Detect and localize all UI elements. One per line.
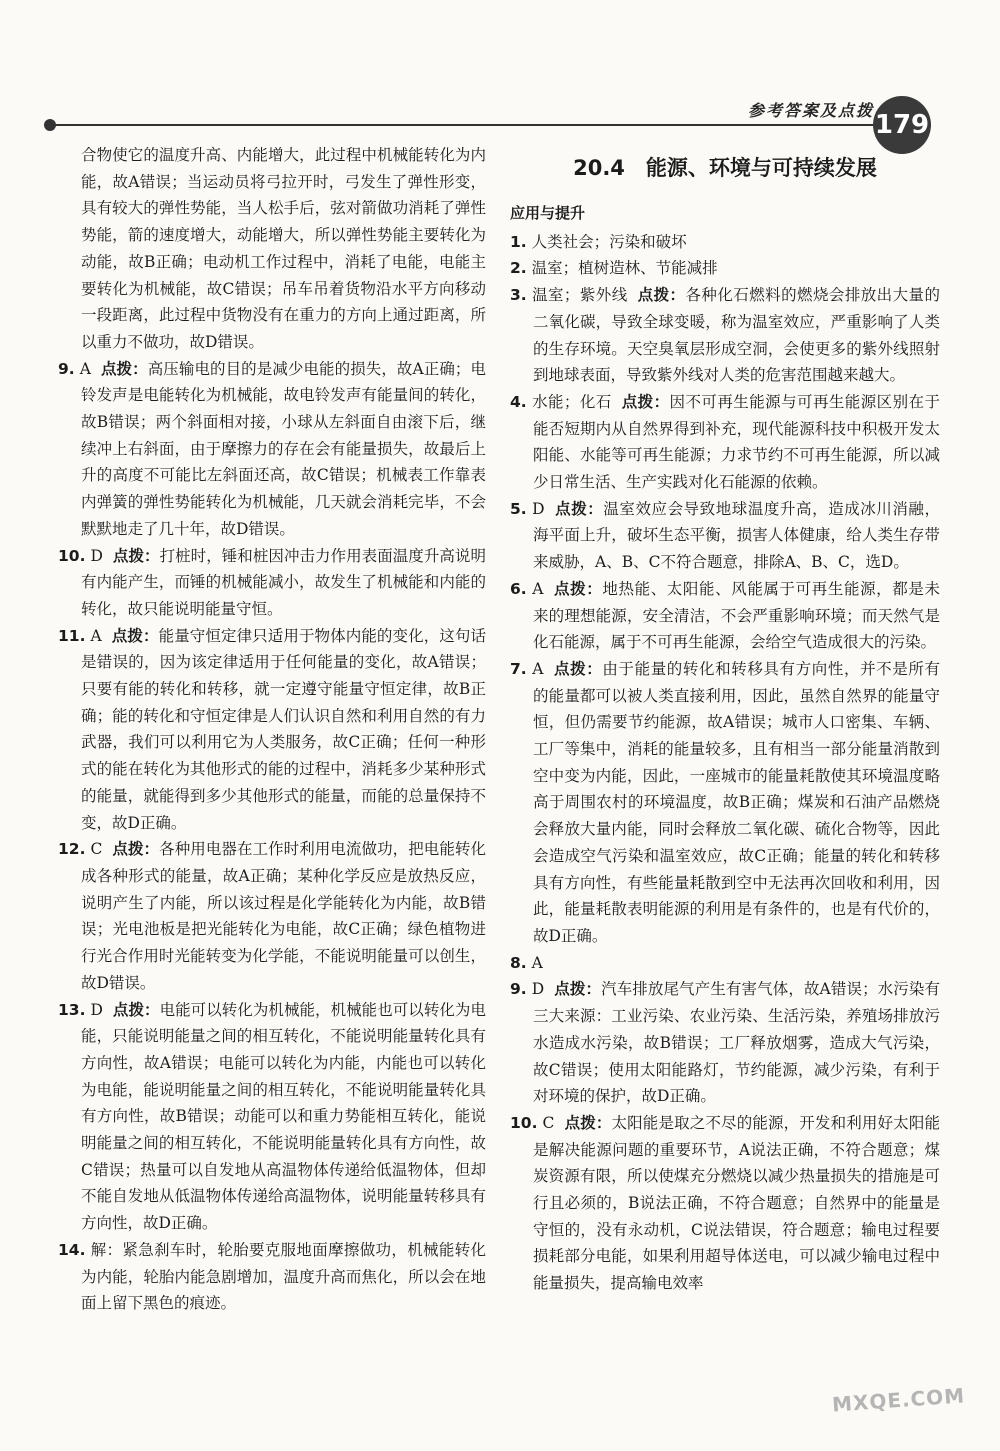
answer-explanation: 温室效应会导致地球温度升高，造成冰川消融，海平面上升，破坏生态平衡，损害人体健康，给人类生存带来威胁，A、B、C不符合题意，排除A、B、C，选D。 [533,499,940,572]
page-number-badge: 179 [873,96,931,154]
answer-number: 2. [510,259,527,278]
answer-choice: A [532,579,544,598]
answer-item [58,836,486,996]
answer-number: 1. [510,232,527,251]
hint-label: 点拨： [554,499,604,518]
answer-number: 14. [58,1240,86,1259]
answer-item [510,389,940,496]
answer-item [58,997,486,1237]
answer-choice: D [90,546,103,565]
answer-number: 4. [510,392,527,411]
answer-choice: A [90,626,102,645]
answer-choice: 人类社会；污染和破坏 [531,232,687,251]
hint-label: 点拨： [112,1000,160,1019]
answer-item [58,543,486,623]
site-watermark: MXQE.COM [831,1383,966,1417]
hint-label: 点拨： [637,286,686,305]
answer-number: 8. [510,953,527,972]
answer-explanation: 太阳能是取之不尽的能源，开发和利用好太阳能是解决能源问题的重要环节，A说法正确，不符合题意；煤炭资源有限，所以使煤充分燃烧以减少热量损失的措施是可行且必须的，B说法正确，不符合题意；自然界中的能量是守恒的，没有永动机，C说法错误，符合题意；输电过程要损耗部分电能，如果利用超导体送电，可以减少输电过程中能量损失，提高输电效率 [533,1113,940,1293]
answer-choice: C [90,840,103,859]
answer-item [510,976,940,1110]
hint-label: 点拨： [112,546,160,565]
answer-choice: 温室；植树造林、节能减排 [531,259,718,278]
hint-label: 点拨： [553,579,603,598]
hint-label: 点拨： [553,659,603,678]
answer-item [510,229,940,256]
answer-explanation: 打桩时，锤和桩因冲击力作用表面温度升高说明有内能产生，而锤的机械能减小，故发生了机械能和内能的转化，故只能说明能量守恒。 [81,546,486,618]
right-column [510,142,940,1297]
answer-choice: 水能；化石 [532,392,612,411]
section-title: 20.4 能源、环境与可持续发展 [573,156,877,180]
answer-choice: C [542,1113,555,1132]
answer-number: 9. [510,980,527,999]
running-header: 参考答案及点拨 [747,101,874,120]
answer-item [510,1110,940,1297]
answer-item [510,576,940,656]
answer-number: 9. [58,359,75,378]
answer-explanation: 电能可以转化为机械能，机械能也可以转化为电能，只能说明能量之间的相互转化，不能说明能量转化具有方向性，故A错误；电能可以转化为内能，内能也可以转化为电能，能说明能量之间的相互转化，不能说明能量转化具有方向性，故B错误；动能可以和重力势能相互转化，能说明能量之间的相互转化，不能说明能量转化具有方向性，故C错误；热量可以自发地从高温物体传递给低温物体，但却不能自发地从低温物体传递给高温物体，说明能量转移具有方向性，故D正确。 [81,1000,486,1233]
answer-item [510,496,940,576]
right-answer-list [510,229,940,1297]
answer-explanation: 汽车排放尾气产生有害气体，故A错误；水污染有三大来源：工业污染、农业污染、生活污染，养殖场排放污水造成水污染，故B错误；工厂释放烟雾，造成大气污染，故C错误；使用太阳能路灯，节约能源，减少污染，有利于对环境的保护，故D正确。 [533,980,940,1106]
header-rule [50,124,925,126]
answer-explanation: 能量守恒定律只适用于物体内能的变化，这句话是错误的，因为该定律适用于任何能量的变化，故A错误；只要有能的转化和转移，就一定遵守能量守恒定律，故B正确；能的转化和守恒定律是人们认识自然和利用自然的有力武器，我们可以利用它为人类服务，故C正确；任何一种形式的能在转化为其他形式的能的过程中，消耗多少某种形式的能量，就能得到多少其他形式的能量，而能的总量保持不变，故D正确。 [81,626,486,832]
answer-item [510,656,940,950]
section-subheading: 应用与提升 [510,204,586,222]
answer-choice: A [79,359,91,378]
answer-choice: A [531,953,543,972]
hint-label: 点拨： [554,980,602,999]
answer-number: 10. [510,1113,538,1132]
answer-item [510,950,940,977]
left-answer-list [58,356,486,1317]
answer-number: 5. [510,499,527,518]
answer-number: 6. [510,579,527,598]
answer-explanation: 各种化石燃料的燃烧会排放出大量的二氧化碳，导致全球变暖，称为温室效应，严重影响了人类的生存环境。天空臭氧层形成空洞，会使更多的紫外线照射到地球表面，导致紫外线对人类的危害范围越来越大。 [533,286,940,385]
answer-item [510,282,940,389]
answer-number: 12. [58,840,86,859]
hint-label: 点拨： [112,840,160,859]
answer-explanation: 由于能量的转化和转移具有方向性，并不是所有的能量都可以被人类直接利用，因此，虽然自然界的能量守恒，但仍需要节约能源，故A错误；城市人口密集、车辆、工厂等集中，消耗的能量较多，且有相当一部分能量消散到空中变为内能，因此，一座城市的能量耗散使其环境温度略高于周围农村的环境温度，故B正确；煤炭和石油产品燃烧会释放大量内能，同时会释放二氧化碳、硫化合物等，因此会造成空气污染和温室效应，故C正确；能量的转化和转移具有方向性，有些能量耗散到空中无法再次回收和利用，因此，能量耗散表明能源的利用是有条件的，也是有代价的，故D正确。 [533,659,940,945]
hint-label: 点拨： [564,1113,612,1132]
answer-explanation: 解：紧急刹车时，轮胎要克服地面摩擦做功，机械能转化为内能，轮胎内能急剧增加，温度升高而焦化，所以会在地面上留下黑色的痕迹。 [81,1240,486,1313]
continued-answer: 合物使它的温度升高、内能增大，此过程中机械能转化为内能，故A错误；当运动员将弓拉开时，弓发生了弹性形变，具有较大的弹性势能，当人松手后，弦对箭做功消耗了弹性势能，箭的速度增大，动能增大，所以弹性势能主要转化为动能，故B正确；电动机工作过程中，消耗了电能，电能主要转化为机械能，故C错误；吊车吊着货物沿水平方向移动一段距离，此过程中货物没有在重力的方向上通过距离，所以重力不做功，故D错误。 [81,146,486,351]
hint-label: 点拨： [111,626,159,645]
answer-explanation: 因不可再生能源与可再生能源区别在于能否短期内从自然界得到补充，现代能源科技中积极开发太阳能、水能等可再生能源；力求节约不可再生能源，所以减少日常生活、生产实践对化石能源的依赖。 [533,392,940,492]
answer-number: 13. [58,1000,86,1019]
answer-item [58,356,486,543]
answer-choice: D [531,980,545,999]
answer-number: 7. [510,659,527,678]
answer-number: 11. [58,626,86,645]
left-column [58,142,486,1317]
answer-item [58,623,486,837]
hint-label: 点拨： [100,359,148,378]
answer-choice: 温室；紫外线 [532,286,628,305]
answer-number: 10. [58,546,86,565]
answer-explanation: 高压输电的目的是减少电能的损失，故A正确；电铃发声是电能转化为机械能，故电铃发声有能量间的转化，故B错误；两个斜面相对接，小球从左斜面自由滚下后，继续冲上右斜面，由于摩擦力的存在会有能量损失，故最后上升的高度不可能比左斜面还高，故C错误；机械表工作靠表内弹簧的弹性势能转化为机械能，几天就会消耗完毕，不会默默地走了几十年，故D错误。 [81,359,486,538]
answer-choice: D [90,1000,103,1019]
answer-explanation: 各种用电器在工作时利用电流做功，把电能转化成各种形式的能量，故A正确；某种化学反应是放热反应，说明产生了内能，所以该过程是化学能转化为内能，故B错误；光电池板是把光能转化为电能，故C正确；绿色植物进行光合作用时光能转变为化学能，不能说明能量可以创生，故D错误。 [81,840,486,992]
answer-choice: D [532,499,545,518]
answer-explanation: 地热能、太阳能、风能属于可再生能源，都是未来的理想能源，安全清洁，不会严重影响环境；而天然气是化石能源，属于不可再生能源，会给空气造成很大的污染。 [533,579,940,652]
answer-item [58,1237,486,1317]
hint-label: 点拨： [621,392,670,411]
answer-number: 3. [510,286,527,305]
answer-item [510,255,940,282]
answer-choice: A [532,659,544,678]
